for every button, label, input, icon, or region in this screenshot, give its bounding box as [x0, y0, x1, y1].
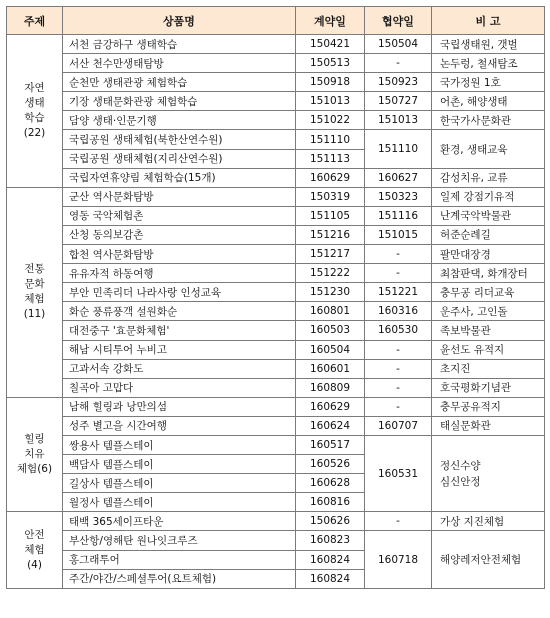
category-count: (11)	[23, 308, 46, 321]
table-row	[7, 378, 545, 397]
contract-date: 160624	[296, 416, 365, 435]
category-line: 전통	[24, 263, 45, 276]
table-row	[7, 397, 545, 416]
agreement-date: 151116	[365, 206, 432, 225]
note: 충무공유적지	[432, 397, 545, 416]
note: 최참판댁, 화개장터	[432, 264, 545, 283]
product-name: 쌍용사 템플스테이	[63, 435, 296, 454]
contract-date: 160809	[296, 378, 365, 397]
product-name: 기장 생태문화관광 체험학습	[63, 92, 296, 111]
product-name: 남해 힐링과 낭만의섬	[63, 397, 296, 416]
contract-date: 160824	[296, 569, 365, 588]
contract-date: 150513	[296, 54, 365, 73]
category-line: 치유	[24, 448, 45, 461]
table-row	[7, 73, 545, 92]
category-count: (22)	[23, 126, 46, 139]
note: 족보박물관	[432, 321, 545, 340]
agreement-date: -	[365, 378, 432, 397]
product-name: 칠곡아 고맙다	[63, 378, 296, 397]
note: 정신수양 심신안정	[432, 435, 545, 511]
note: 일제 강점기유적	[432, 187, 545, 206]
table-row	[7, 359, 545, 378]
product-name: 대전중구 '효문화체험'	[63, 321, 296, 340]
product-name: 화순 풍류풍객 설원화순	[63, 302, 296, 321]
table-row	[7, 340, 545, 359]
note: 국립생태원, 갯벌	[432, 35, 545, 54]
agreement-date: -	[365, 397, 432, 416]
product-name: 태백 365세이프타운	[63, 512, 296, 531]
category-line: 체험	[24, 543, 45, 556]
note: 한국가사문화관	[432, 111, 545, 130]
agreement-date: 160718	[365, 531, 432, 588]
product-name: 순천만 생태관광 체험학습	[63, 73, 296, 92]
note: 난계국악박물관	[432, 206, 545, 225]
table-row	[7, 111, 545, 130]
table-row	[7, 225, 545, 244]
contract-date: 160526	[296, 455, 365, 474]
agreement-date: 151015	[365, 225, 432, 244]
table-row	[7, 92, 545, 111]
note: 호국평화기념관	[432, 378, 545, 397]
table-row	[7, 54, 545, 73]
contract-date: 160824	[296, 550, 365, 569]
table-row	[7, 302, 545, 321]
agreement-date: 151013	[365, 111, 432, 130]
table-row	[7, 264, 545, 283]
contract-date: 151110	[296, 130, 365, 149]
note: 어촌, 해양생태	[432, 92, 545, 111]
product-name: 서천 금강하구 생태학습	[63, 35, 296, 54]
contract-date: 151013	[296, 92, 365, 111]
agreement-date: 150727	[365, 92, 432, 111]
agreement-date: 160627	[365, 168, 432, 187]
contract-date: 150421	[296, 35, 365, 54]
table-row	[7, 283, 545, 302]
product-name: 담양 생태·인문기행	[63, 111, 296, 130]
agreement-date: -	[365, 340, 432, 359]
note: 환경, 생태교육	[432, 130, 545, 168]
agreement-date: -	[365, 264, 432, 283]
product-name: 국립자연휴양림 체험학습(15개)	[63, 168, 296, 187]
product-name: 성주 별고을 시간여행	[63, 416, 296, 435]
category-line: 안전	[24, 528, 45, 541]
contract-date: 150626	[296, 512, 365, 531]
product-name: 군산 역사문화탐방	[63, 187, 296, 206]
note: 가상 지진체험	[432, 512, 545, 531]
category-line: 생태	[24, 96, 45, 109]
table-row	[7, 168, 545, 187]
product-name: 주간/야간/스페셜투어(요트체험)	[63, 569, 296, 588]
product-name: 부안 민족리더 나라사랑 인성교육	[63, 283, 296, 302]
agreement-date: 160316	[365, 302, 432, 321]
contract-date: 151222	[296, 264, 365, 283]
note: 윤선도 유적지	[432, 340, 545, 359]
header-topic: 주제	[7, 7, 63, 35]
agreement-date: -	[365, 359, 432, 378]
agreement-date: 160530	[365, 321, 432, 340]
product-name: 고과서속 강화도	[63, 359, 296, 378]
contract-date: 160504	[296, 340, 365, 359]
table-row	[7, 206, 545, 225]
note: 운주사, 고인돌	[432, 302, 545, 321]
contract-date: 151230	[296, 283, 365, 302]
product-name: 홍그래투어	[63, 550, 296, 569]
product-name: 월정사 템플스테이	[63, 493, 296, 512]
category-line: 힐링	[24, 433, 45, 446]
agreement-date: 150923	[365, 73, 432, 92]
contract-date: 151216	[296, 225, 365, 244]
product-name: 산청 동의보감촌	[63, 225, 296, 244]
category-line: 자연	[24, 81, 45, 94]
header-contract-date: 계약일	[296, 7, 365, 35]
header-row	[7, 7, 545, 35]
category-line: 학습	[24, 111, 45, 124]
product-name: 해남 시티투어 누비고	[63, 340, 296, 359]
contract-date: 160629	[296, 168, 365, 187]
contract-date: 151105	[296, 206, 365, 225]
category-cell	[7, 187, 63, 397]
contract-date: 151217	[296, 245, 365, 264]
category-cell	[7, 35, 63, 188]
agreement-date: 160707	[365, 416, 432, 435]
note: 해양레저안전체험	[432, 531, 545, 588]
category-cell	[7, 397, 63, 512]
contract-date: 160503	[296, 321, 365, 340]
agreement-date: 151221	[365, 283, 432, 302]
table-row	[7, 35, 545, 54]
header-agreement-date: 협약일	[365, 7, 432, 35]
table-row	[7, 435, 545, 454]
contract-date: 160801	[296, 302, 365, 321]
contract-date: 160601	[296, 359, 365, 378]
agreement-date: -	[365, 512, 432, 531]
contract-date: 151113	[296, 149, 365, 168]
note: 논두렁, 철새탐조	[432, 54, 545, 73]
note: 감성치유, 교류	[432, 168, 545, 187]
note: 충무공 리더교육	[432, 283, 545, 302]
category-line: 문화	[24, 278, 45, 291]
table-row	[7, 416, 545, 435]
header-note: 비 고	[432, 7, 545, 35]
table-row	[7, 130, 545, 149]
contract-date: 160823	[296, 531, 365, 550]
category-line: 체험	[24, 293, 45, 306]
category-count: 체험(6)	[16, 463, 53, 476]
table-row	[7, 531, 545, 550]
agreement-date: -	[365, 245, 432, 264]
product-name: 국립공원 생태체험(지리산연수원)	[63, 149, 296, 168]
note: 국가정원 1호	[432, 73, 545, 92]
agreement-date: 150323	[365, 187, 432, 206]
contract-date: 160517	[296, 435, 365, 454]
note: 팔만대장경	[432, 245, 545, 264]
category-cell	[7, 512, 63, 588]
table-row	[7, 187, 545, 206]
note: 태실문화관	[432, 416, 545, 435]
table-row	[7, 512, 545, 531]
agreement-date: 151110	[365, 130, 432, 168]
product-name: 유유자적 하동여행	[63, 264, 296, 283]
note: 초지진	[432, 359, 545, 378]
product-name: 부산항/영해탄 원나잇크루즈	[63, 531, 296, 550]
product-name: 영동 국악체험촌	[63, 206, 296, 225]
agreement-date: 160531	[365, 435, 432, 511]
header-product-name: 상품명	[63, 7, 296, 35]
agreement-date: -	[365, 54, 432, 73]
contract-date: 151022	[296, 111, 365, 130]
product-name: 서산 천수만생태탐방	[63, 54, 296, 73]
contract-date: 150319	[296, 187, 365, 206]
product-name: 국립공원 생태체험(북한산연수원)	[63, 130, 296, 149]
table-row	[7, 321, 545, 340]
product-name: 백담사 템플스테이	[63, 455, 296, 474]
contract-date: 160816	[296, 493, 365, 512]
product-table	[6, 6, 545, 589]
product-name: 길상사 템플스테이	[63, 474, 296, 493]
contract-date: 150918	[296, 73, 365, 92]
product-name: 합천 역사문화탐방	[63, 245, 296, 264]
contract-date: 160628	[296, 474, 365, 493]
agreement-date: 150504	[365, 35, 432, 54]
contract-date: 160629	[296, 397, 365, 416]
category-count: (4)	[27, 558, 42, 571]
table-row	[7, 245, 545, 264]
note: 허준순례길	[432, 225, 545, 244]
